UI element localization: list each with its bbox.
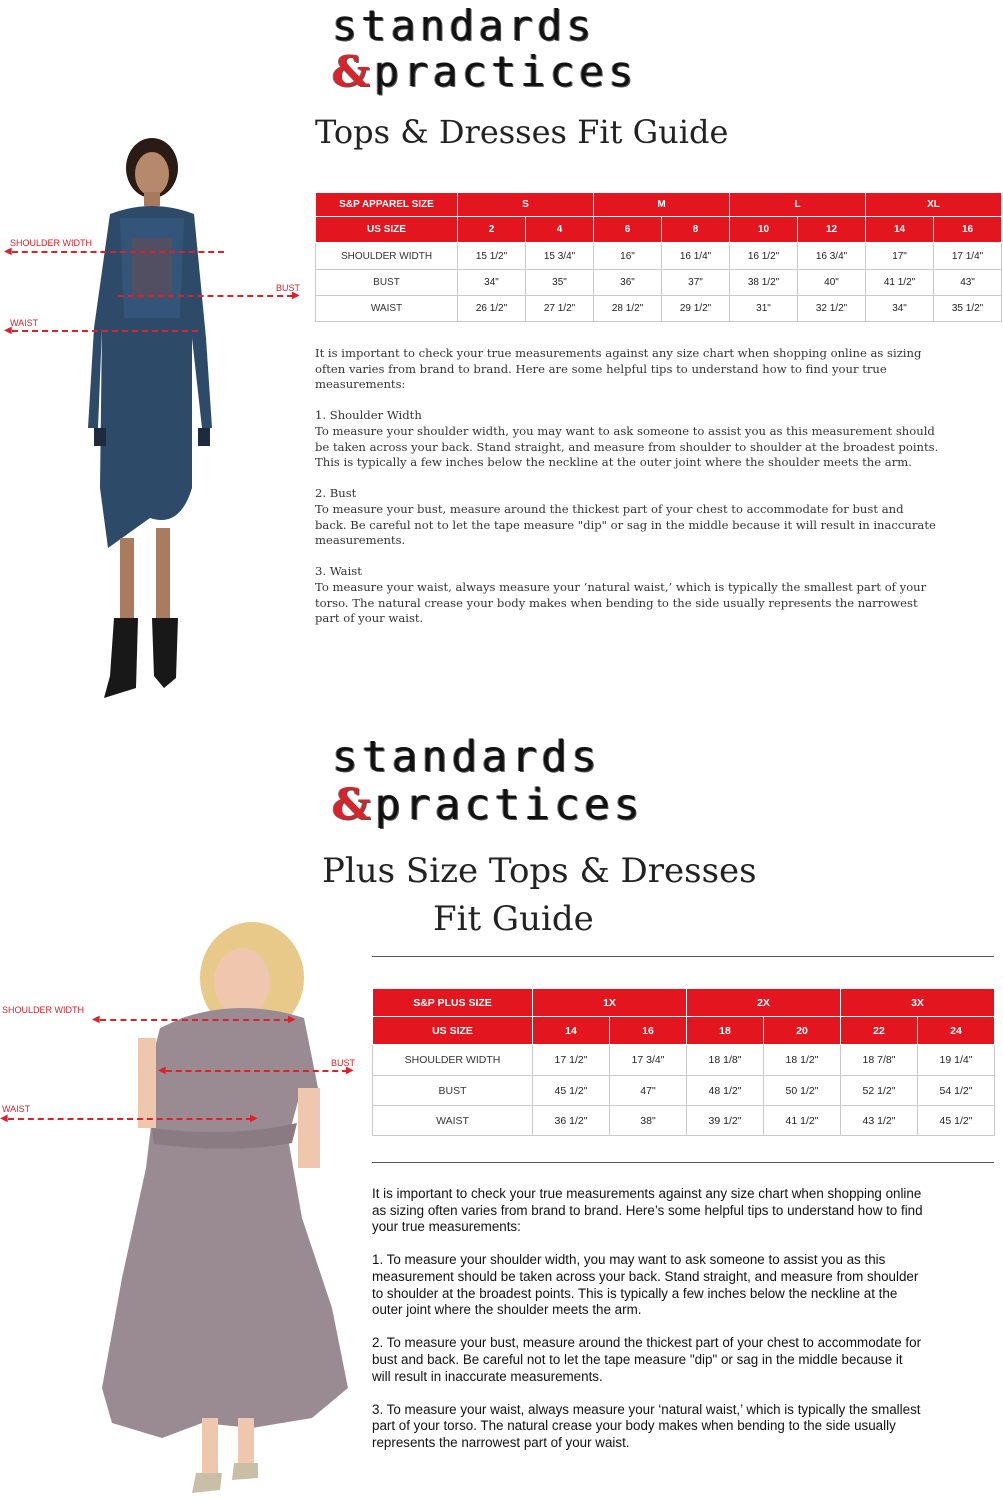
text-line: torso. The natural crease your body makes when bending to the side usually represents the narrowest: [315, 595, 918, 610]
table-cell: 18 1/2": [764, 1045, 841, 1076]
table-cell: 43": [934, 270, 1002, 296]
text-line: part of your waist.: [315, 611, 424, 626]
brand-logo: [332, 734, 672, 830]
us-size: 16: [934, 217, 1002, 243]
brand-ampersand: &: [332, 47, 374, 96]
shoulder-paragraph: [372, 1252, 1000, 1318]
bust-label: BUST: [276, 283, 301, 293]
size-group: XL: [866, 193, 1002, 217]
table-cell: 45 1/2": [918, 1106, 995, 1136]
table-cell: 41 1/2": [866, 270, 934, 296]
arrow-right-icon: ▶: [292, 290, 300, 301]
text-line: bust and back. Be careful not to let the tape measure "dip" or sag in the middle because it: [372, 1351, 903, 1367]
row-label: BUST: [373, 1076, 533, 1106]
intro-paragraph: [372, 1186, 1000, 1236]
size-header-label: S&P APPAREL SIZE: [316, 193, 458, 217]
text-line: be taken across your back. Stand straight, and measure from shoulder to shoulder at the broadest points.: [315, 439, 939, 454]
us-size: 6: [594, 217, 662, 243]
page-title-line-2: Fit Guide: [433, 899, 594, 939]
text-line: 1. To measure your shoulder width, you may want to ask someone to assist you as this: [372, 1252, 886, 1268]
shoulder-width-label: SHOULDER WIDTH: [2, 1005, 85, 1015]
us-size: 14: [533, 1017, 610, 1045]
shoulder-width-line: [100, 1019, 290, 1021]
text-line: To measure your waist, always measure your ‘natural waist,’ which is typically the smallest part of your: [315, 579, 927, 594]
us-size: 22: [841, 1017, 918, 1045]
arrow-left-icon: ◀: [4, 246, 12, 257]
table-cell: 37": [662, 270, 730, 296]
table-cell: 39 1/2": [687, 1106, 764, 1136]
table-cell: 18 1/8": [687, 1045, 764, 1076]
us-size: 14: [866, 217, 934, 243]
row-label: SHOULDER WIDTH: [373, 1045, 533, 1076]
text-line: your true measurements:: [372, 1219, 521, 1235]
table-cell: 52 1/2": [841, 1076, 918, 1106]
table-cell: 35": [526, 270, 594, 296]
table-cell: 35 1/2": [934, 296, 1002, 322]
measuring-instructions: [372, 1186, 1000, 1452]
model-photo-denim-dress: [80, 128, 240, 718]
table-cell: 16 1/4": [662, 243, 730, 270]
table-row: [316, 270, 1002, 296]
waist-paragraph: [315, 564, 1001, 626]
bust-paragraph: [372, 1335, 1000, 1385]
row-label: WAIST: [373, 1106, 533, 1136]
text-line: measurements.: [315, 533, 406, 548]
table-cell: 19 1/4": [918, 1045, 995, 1076]
bust-line: [166, 1070, 348, 1072]
divider: [372, 1162, 994, 1163]
table-cell: 36 1/2": [533, 1106, 610, 1136]
table-cell: 34": [866, 296, 934, 322]
waist-line: [8, 1118, 252, 1120]
table-cell: 40": [798, 270, 866, 296]
bust-paragraph: [315, 486, 1001, 548]
size-chart-table: [315, 192, 1002, 322]
brand-ampersand: &: [332, 780, 375, 830]
text-line: will result in inaccurate measurements.: [372, 1368, 603, 1384]
brand-line-1: standards: [332, 732, 601, 782]
us-size-label: US SIZE: [316, 217, 458, 243]
table-row: [316, 243, 1002, 270]
table-cell: 26 1/2": [458, 296, 526, 322]
brand-line-2: practices: [374, 780, 644, 830]
brand-line-2: practices: [373, 47, 638, 96]
text-line: measurement should be taken across your back. Stand straight, and measure from shoulder: [372, 1268, 919, 1284]
arrow-right-icon: ▶: [346, 1065, 354, 1076]
table-cell: 38 1/2": [730, 270, 798, 296]
table-cell: 16 1/2": [730, 243, 798, 270]
us-size: 8: [662, 217, 730, 243]
brand-line-1: standards: [332, 1, 596, 50]
table-cell: 17": [866, 243, 934, 270]
text-line: part of your torso. The natural crease your body makes when bending to the side usually: [372, 1418, 896, 1434]
size-group: M: [594, 193, 730, 217]
table-cell: 15 3/4": [526, 243, 594, 270]
waist-line: [12, 330, 198, 332]
size-header-label: S&P PLUS SIZE: [373, 989, 533, 1017]
table-cell: 54 1/2": [918, 1076, 995, 1106]
table-cell: 18 7/8": [841, 1045, 918, 1076]
arrow-left-icon: ◀: [158, 1065, 166, 1076]
table-cell: 38": [610, 1106, 687, 1136]
text-line: It is important to check your true measurements against any size chart when shopping online as sizing: [315, 346, 922, 360]
table-cell: 32 1/2": [798, 296, 866, 322]
table-cell: 43 1/2": [841, 1106, 918, 1136]
size-group: 2X: [687, 989, 841, 1017]
arrow-left-icon: ◀: [4, 325, 12, 336]
us-size: 20: [764, 1017, 841, 1045]
size-group: S: [458, 193, 594, 217]
us-size: 16: [610, 1017, 687, 1045]
table-cell: 34": [458, 270, 526, 296]
waist-label: WAIST: [10, 318, 39, 328]
row-label: SHOULDER WIDTH: [316, 243, 458, 270]
us-size: 4: [526, 217, 594, 243]
size-group: 3X: [841, 989, 995, 1017]
model-photo-wrap-dress: [92, 918, 362, 1498]
table-row: [373, 1045, 995, 1076]
text-line: To measure your bust, measure around the thickest part of your chest to accommodate for bust and: [315, 501, 904, 516]
shoulder-paragraph: [315, 408, 1001, 470]
bust-line: [118, 295, 293, 297]
row-label: WAIST: [316, 296, 458, 322]
text-line: as sizing often varies from brand to brand. Here’s some helpful tips to understand how to find: [372, 1202, 923, 1218]
text-line: 2. Bust: [315, 486, 357, 501]
text-line: 3. Waist: [315, 564, 362, 579]
shoulder-width-line: [12, 251, 224, 253]
intro-paragraph: [315, 346, 1001, 393]
table-row: [316, 296, 1002, 322]
table-cell: 16": [594, 243, 662, 270]
shoulder-width-label: SHOULDER WIDTH: [10, 238, 93, 248]
table-cell: 29 1/2": [662, 296, 730, 322]
us-size: 12: [798, 217, 866, 243]
text-line: 1. Shoulder Width: [315, 408, 422, 423]
table-cell: 17 3/4": [610, 1045, 687, 1076]
row-label: BUST: [316, 270, 458, 296]
text-line: 3. To measure your waist, always measure your ‘natural waist,’ which is typically the smallest: [372, 1401, 921, 1417]
us-size: 24: [918, 1017, 995, 1045]
arrow-right-icon: ▶: [250, 1113, 258, 1124]
arrow-left-icon: ◀: [0, 1113, 8, 1124]
brand-logo: [332, 1, 662, 96]
waist-label: WAIST: [2, 1104, 31, 1114]
text-line: outer joint where the shoulder meets the arm.: [372, 1302, 642, 1318]
text-line: 2. To measure your bust, measure around the thickest part of your chest to accommodate for: [372, 1335, 922, 1351]
table-cell: 36": [594, 270, 662, 296]
size-group: L: [730, 193, 866, 217]
table-cell: 31": [730, 296, 798, 322]
table-cell: 28 1/2": [594, 296, 662, 322]
table-cell: 15 1/2": [458, 243, 526, 270]
table-cell: 50 1/2": [764, 1076, 841, 1106]
measuring-instructions: [315, 346, 1001, 627]
text-line: To measure your shoulder width, you may want to ask someone to assist you as this measurement should: [315, 423, 935, 438]
page-title: Tops & Dresses Fit Guide: [315, 113, 729, 151]
text-line: measurements:: [315, 377, 406, 392]
text-line: often varies from brand to brand. Here are some helpful tips to understand how to find your true: [315, 361, 887, 376]
table-cell: 27 1/2": [526, 296, 594, 322]
page-title: Plus Size Tops & Dresses: [322, 851, 757, 891]
text-line: back. Be careful not to let the tape measure "dip" or sag in the middle because it will result in inaccurate: [315, 517, 936, 532]
us-size: 2: [458, 217, 526, 243]
divider: [372, 956, 994, 957]
us-size: 10: [730, 217, 798, 243]
size-group: 1X: [533, 989, 687, 1017]
us-size: 18: [687, 1017, 764, 1045]
table-cell: 17 1/2": [533, 1045, 610, 1076]
table-row: [373, 1076, 995, 1106]
arrow-right-icon: ▶: [288, 1014, 296, 1025]
size-chart-table: [372, 988, 995, 1136]
table-cell: 16 3/4": [798, 243, 866, 270]
arrow-left-icon: ◀: [92, 1014, 100, 1025]
table-cell: 48 1/2": [687, 1076, 764, 1106]
table-cell: 17 1/4": [934, 243, 1002, 270]
table-cell: 41 1/2": [764, 1106, 841, 1136]
text-line: It is important to check your true measurements against any size chart when shopping online: [372, 1186, 922, 1201]
table-cell: 47": [610, 1076, 687, 1106]
table-cell: 45 1/2": [533, 1076, 610, 1106]
text-line: represents the narrowest part of your waist.: [372, 1434, 630, 1450]
bust-label: BUST: [331, 1058, 356, 1068]
text-line: to shoulder at the broadest points. This is typically a few inches below the neckline at the: [372, 1285, 898, 1301]
waist-paragraph: [372, 1402, 1000, 1452]
us-size-label: US SIZE: [373, 1017, 533, 1045]
text-line: This is typically a few inches below the neckline at the outer joint where the shoulder meets the arm.: [315, 455, 912, 470]
table-row: [373, 1106, 995, 1136]
